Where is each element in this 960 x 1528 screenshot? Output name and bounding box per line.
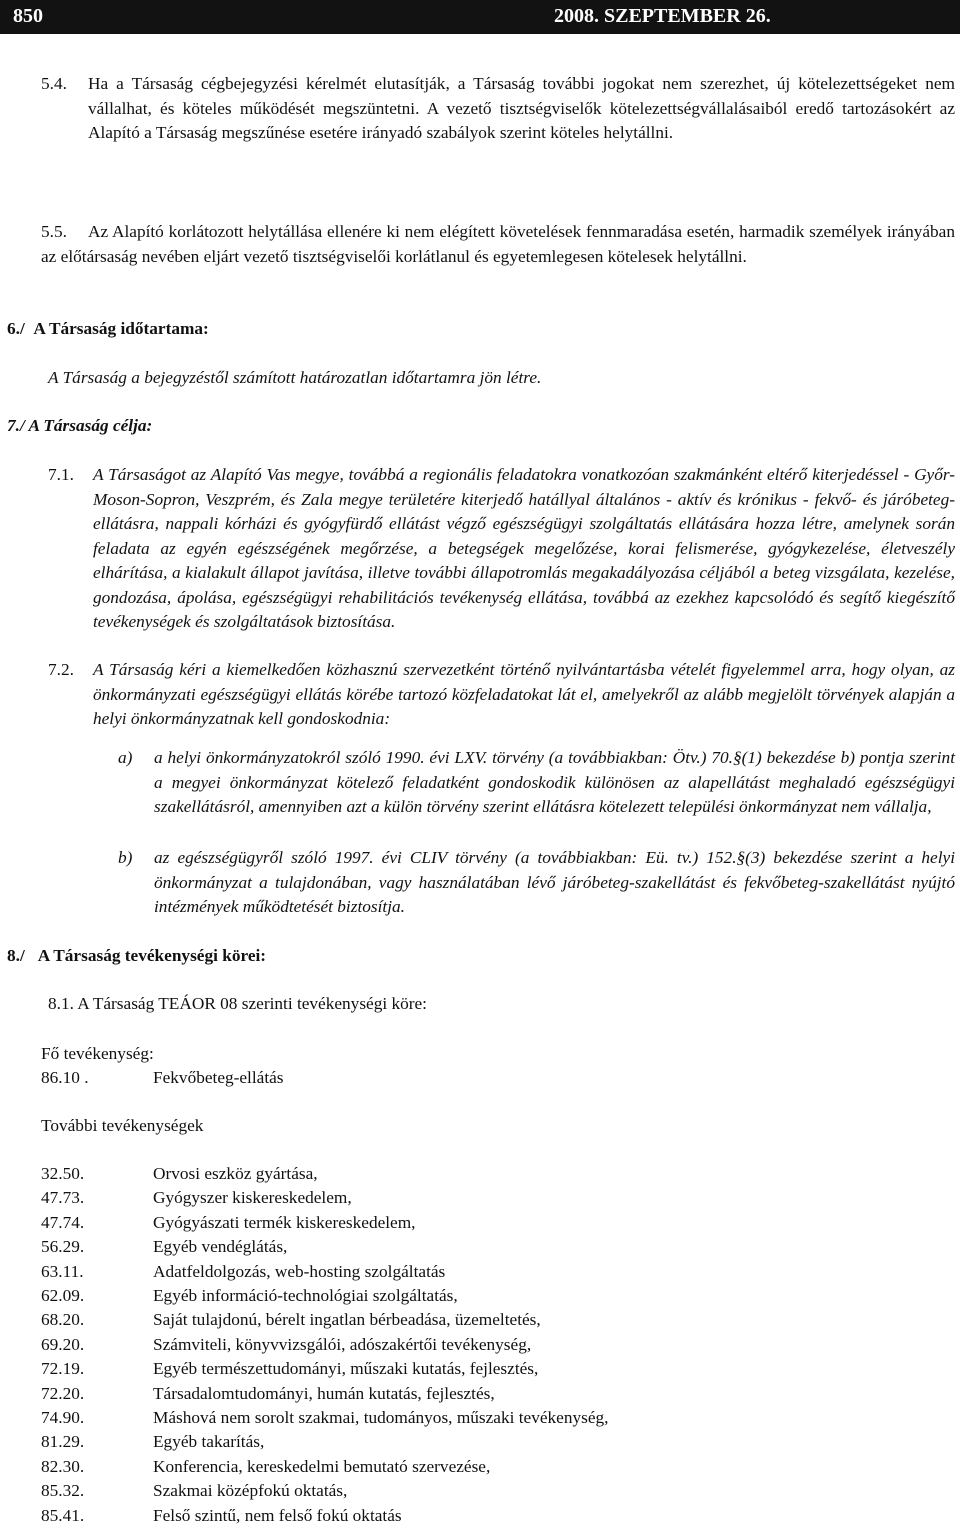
activity-code: 82.30. bbox=[41, 1456, 85, 1476]
activity-description: Máshová nem sorolt szakmai, tudományos, műszaki tevékenység, bbox=[153, 1408, 609, 1427]
section-6-heading bbox=[7, 317, 209, 342]
activity-description: Számviteli, könyvvizsgálói, adószakértői tevékenység, bbox=[153, 1334, 532, 1354]
section-8-heading bbox=[7, 944, 266, 969]
paragraph-5-5-body bbox=[41, 220, 955, 269]
activity-description: Konferencia, kereskedelmi bemutató szervezése, bbox=[153, 1456, 491, 1476]
activity-code: 72.19. bbox=[41, 1359, 85, 1379]
activity-code: 32.50. bbox=[41, 1164, 85, 1183]
further-activities-label: További tevékenységek bbox=[41, 1116, 204, 1135]
list-item-a bbox=[118, 746, 955, 820]
page-header-bar bbox=[0, 0, 960, 34]
paragraph-number: 5.4. bbox=[41, 74, 67, 93]
activity-code: 56.29. bbox=[41, 1237, 85, 1257]
activity-code: 85.32. bbox=[41, 1481, 85, 1501]
activity-description: Adatfeldolgozás, web-hosting szolgáltatás bbox=[153, 1261, 446, 1281]
activity-description: Egyéb vendéglátás, bbox=[153, 1237, 288, 1257]
section-7-heading: 7./ A Társaság célja: bbox=[7, 416, 153, 435]
activity-description: Saját tulajdonú, bérelt ingatlan bérbeadása, üzemeltetés, bbox=[153, 1310, 541, 1330]
activity-description: Társadalomtudományi, humán kutatás, fejlesztés, bbox=[153, 1383, 495, 1403]
activity-description: Felső szintű, nem felső fokú oktatás bbox=[153, 1505, 402, 1525]
activity-code: 74.90. bbox=[41, 1408, 85, 1427]
section-number: 6./ bbox=[7, 319, 25, 338]
paragraph-5-5 bbox=[41, 220, 955, 269]
paragraph-5-4 bbox=[41, 72, 955, 146]
activity-description: Fekvőbeteg-ellátás bbox=[153, 1068, 284, 1087]
activity-description: Egyéb információ-technológiai szolgáltatás, bbox=[153, 1286, 458, 1305]
paragraph-7-1-text: A Társaságot az Alapító Vas megye, továbbá a regionális feladatokra vonatkozóan szakmánként eltérő kiterjedéssel - Győr-Moson-Sopron, Veszprém, és Zala megye területére kiterjedő hatállyal általános - aktív és krónikus - fekvő- és járóbeteg-ellátásra, nappali kórházi és gyógyfürdő ellátást végző egészségügyi szolgáltatás ellátására hozza létre, amelynek során feladata az egyén egészségének megőrzése, a betegségek megelőzése, korai felismerése, gyógykezelése, életveszély elhárítása, a kialakult állapot javítása, illetve további állapotromlás megakadályozása céljából a beteg vizsgálata, kezelése, gondozása, ápolása, egészségügyi rehabilitációs tevékenység ellátása, továbbá az ezekhez kapcsolódó és segítő kiegészítő tevékenységek és szolgáltatások biztosítása. bbox=[93, 465, 955, 631]
activity-code: 47.73. bbox=[41, 1188, 85, 1208]
paragraph-5-5-text: Az Alapító korlátozott helytállása ellenére ki nem elégített követelések fennmaradása esetén, harmadik személyek irányában az előtársaság nevében eljárt vezető tisztségviselői korlátlanul és egyetemlegesen kötelesek helytállni. bbox=[41, 222, 955, 266]
list-item-text: a helyi önkormányzatokról szóló 1990. évi LXV. törvény (a továbbiakban: Ötv.) 70.§(1) bekezdése b) pontja szerint a megyei önkormányzat kötelező feladatként gondoskodik különösen az alapellátást meghaladó egészségügyi szakellátásról, amennyiben azt a külön törvény szerint ellátásra kötelezett települési önkormányzat nem vállalja, bbox=[154, 748, 955, 816]
activity-description: Gyógyászati termék kiskereskedelem, bbox=[153, 1212, 416, 1232]
activity-code: 86.10 . bbox=[41, 1068, 89, 1087]
activity-code: 63.11. bbox=[41, 1261, 84, 1281]
paragraph-number: 7.2. bbox=[48, 660, 74, 679]
activity-code: 85.41. bbox=[41, 1505, 85, 1525]
activity-description: Gyógyszer kiskereskedelem, bbox=[153, 1188, 352, 1208]
paragraph-7-2 bbox=[48, 658, 955, 732]
paragraph-7-1 bbox=[48, 463, 955, 635]
activity-description: Egyéb takarítás, bbox=[153, 1432, 265, 1452]
paragraph-text bbox=[88, 72, 955, 146]
paragraph-number: 5.5. bbox=[41, 222, 67, 241]
paragraph-5-4-text: Ha a Társaság cégbejegyzési kérelmét elutasítják, a Társaság további jogokat nem szerezhet, új kötelezettségeket nem vállalhat, és köteles működését megszüntetni. A vezető tisztségviselők kötelezettségvállalásaiból eredő tartozásokért az Alapító a Társaság megszűnése esetére irányadó szabályok szerint köteles helytállni. bbox=[88, 74, 955, 142]
list-item-b bbox=[118, 846, 955, 920]
activity-code: 69.20. bbox=[41, 1334, 85, 1354]
activity-code: 47.74. bbox=[41, 1212, 85, 1232]
paragraph-8-1: 8.1. A Társaság TEÁOR 08 szerinti tevékenységi köre: bbox=[48, 994, 427, 1013]
section-6-text: A Társaság a bejegyzéstől számított határozatlan időtartamra jön létre. bbox=[48, 368, 542, 387]
activity-description: Orvosi eszköz gyártása, bbox=[153, 1164, 318, 1183]
activity-code: 68.20. bbox=[41, 1310, 85, 1330]
section-title: A Társaság időtartama: bbox=[33, 319, 209, 338]
paragraph-number: 7.1. bbox=[48, 465, 74, 484]
activity-code: 72.20. bbox=[41, 1383, 85, 1403]
paragraph-7-2-text: A Társaság kéri a kiemelkedően közhasznú szervezetként történő nyilvántartásba vételét figyelemmel arra, hogy olyan, az önkormányzati egészségügyi ellátás körébe tartozó közfeladatokat lát el, amelyekről az alább megjelölt törvények alapján a helyi önkormányzatnak kell gondoskodnia: bbox=[93, 660, 955, 728]
section-number: 8./ bbox=[7, 946, 25, 965]
section-title: A Társaság tevékenységi körei: bbox=[37, 946, 267, 965]
list-label: b) bbox=[118, 848, 133, 867]
main-activity-label: Fő tevékenység: bbox=[41, 1044, 154, 1063]
list-label: a) bbox=[118, 748, 133, 767]
activity-description: Egyéb természettudományi, műszaki kutatás, fejlesztés, bbox=[153, 1359, 539, 1379]
list-item-text: az egészségügyről szóló 1997. évi CLIV törvény (a továbbiakban: Eü. tv.) 152.§(3) bekezdése szerint a helyi önkormányzat a tulajdonában, vagy használatában lévő járóbeteg-szakellátást és fekvőbeteg-szakellátást nyújtó intézmények működtetését biztosítja. bbox=[154, 848, 955, 916]
activity-code: 62.09. bbox=[41, 1286, 85, 1305]
issue-date: 2008. SZEPTEMBER 26. bbox=[554, 5, 771, 27]
activity-code: 81.29. bbox=[41, 1432, 85, 1452]
page-number: 850 bbox=[13, 5, 43, 27]
activity-description: Szakmai középfokú oktatás, bbox=[153, 1481, 348, 1501]
